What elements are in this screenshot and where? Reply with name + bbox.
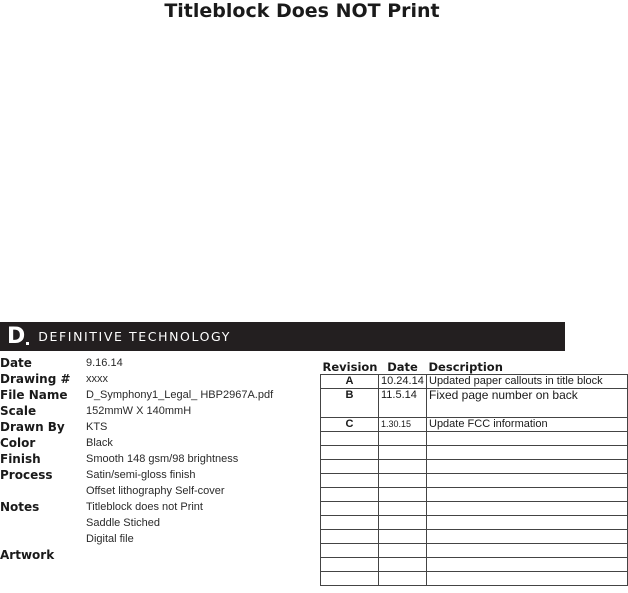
spec-values	[86, 499, 203, 547]
spec-values	[86, 451, 238, 467]
revision-empty-cell	[379, 530, 427, 544]
revision-empty-cell	[379, 544, 427, 558]
revision-empty-cell	[321, 460, 379, 474]
spec-label: Color	[0, 436, 36, 450]
revision-empty-row	[321, 544, 628, 558]
revision-date: 10.24.14	[379, 375, 427, 389]
revision-empty-cell	[427, 432, 628, 446]
revision-empty-cell	[379, 558, 427, 572]
revision-empty-cell	[427, 572, 628, 586]
revision-empty-cell	[321, 544, 379, 558]
revision-empty-cell	[427, 558, 628, 572]
revision-empty-cell	[379, 446, 427, 460]
spec-row	[0, 435, 310, 451]
page-title: Titleblock Does NOT Print	[164, 0, 440, 22]
header-revision: Revision	[322, 360, 378, 374]
revision-empty-cell	[427, 488, 628, 502]
spec-values	[86, 467, 225, 499]
revision-empty-cell	[321, 572, 379, 586]
revision-letter: C	[321, 418, 379, 432]
logo-letter: D	[7, 323, 26, 349]
revision-description: Fixed page number on back	[427, 389, 628, 418]
revision-empty-row	[321, 432, 628, 446]
spec-value: xxxx	[86, 373, 108, 385]
revision-row	[321, 389, 628, 418]
revision-header-row	[321, 360, 628, 375]
spec-values	[86, 371, 108, 387]
spec-value: Black	[86, 437, 113, 449]
spec-row	[0, 499, 310, 547]
spec-label: Drawn By	[0, 420, 65, 434]
spec-value: KTS	[86, 421, 108, 433]
spec-label: File Name	[0, 388, 68, 402]
revision-row	[321, 375, 628, 389]
spec-label: Drawing #	[0, 372, 71, 386]
spec-row	[0, 547, 310, 563]
spec-value: Digital file	[86, 533, 134, 545]
brand-name: DEFINITIVE TECHNOLOGY	[38, 329, 231, 344]
brand-logo	[7, 323, 29, 349]
revision-empty-row	[321, 488, 628, 502]
revision-description: Update FCC information	[427, 418, 628, 432]
revision-empty-row	[321, 502, 628, 516]
revision-empty-cell	[379, 432, 427, 446]
spec-row	[0, 419, 310, 435]
logo-dot	[26, 342, 29, 345]
spec-value: Saddle Stiched	[86, 517, 160, 529]
revision-empty-row	[321, 530, 628, 544]
revision-empty-cell	[321, 558, 379, 572]
spec-values	[86, 403, 191, 419]
revision-description: Updated paper callouts in title block	[427, 375, 628, 389]
revision-empty-cell	[427, 474, 628, 488]
spec-value: 9.16.14	[86, 357, 123, 369]
spec-value: Offset lithography Self-cover	[86, 485, 225, 497]
revision-empty-cell	[379, 502, 427, 516]
revision-empty-cell	[379, 572, 427, 586]
spec-row	[0, 451, 310, 467]
revision-empty-cell	[321, 502, 379, 516]
spec-values	[86, 355, 123, 371]
spec-row	[0, 371, 310, 387]
header-description: Description	[427, 360, 628, 375]
revision-empty-cell	[321, 432, 379, 446]
spec-label: Process	[0, 468, 53, 482]
spec-value: Smooth 148 gsm/98 brightness	[86, 453, 239, 465]
revision-empty-row	[321, 446, 628, 460]
brand-bar	[0, 322, 565, 351]
revision-empty-row	[321, 474, 628, 488]
revision-empty-cell	[427, 460, 628, 474]
revision-date: 11.5.14	[379, 389, 427, 418]
revision-row	[321, 418, 628, 432]
spec-value: Satin/semi-gloss finish	[86, 469, 196, 481]
revision-empty-row	[321, 516, 628, 530]
revision-empty-cell	[321, 488, 379, 502]
spec-row	[0, 467, 310, 499]
spec-value: 152mmW X 140mmH	[86, 405, 192, 417]
spec-row	[0, 387, 310, 403]
spec-label: Scale	[0, 404, 37, 418]
spec-row	[0, 355, 310, 371]
revision-empty-cell	[427, 516, 628, 530]
revision-empty-row	[321, 572, 628, 586]
revision-empty-cell	[379, 474, 427, 488]
revision-table	[320, 360, 628, 586]
revision-empty-cell	[321, 516, 379, 530]
revision-letter: B	[321, 389, 379, 418]
revision-empty-cell	[427, 446, 628, 460]
revision-empty-row	[321, 558, 628, 572]
revision-empty-cell	[321, 474, 379, 488]
revision-empty-cell	[427, 544, 628, 558]
spec-value: Titleblock does not Print	[86, 501, 203, 513]
revision-empty-row	[321, 460, 628, 474]
revision-empty-cell	[321, 530, 379, 544]
spec-value: D_Symphony1_Legal_ HBP2967A.pdf	[86, 389, 274, 401]
spec-list	[0, 355, 310, 563]
spec-label: Artwork	[0, 548, 55, 562]
revision-empty-cell	[379, 488, 427, 502]
revision-empty-cell	[427, 502, 628, 516]
spec-values	[86, 387, 273, 403]
revision-empty-cell	[427, 530, 628, 544]
spec-label: Notes	[0, 500, 40, 514]
revision-empty-cell	[321, 446, 379, 460]
spec-label: Date	[0, 356, 32, 370]
revision-date: 1.30.15	[379, 418, 427, 432]
spec-row	[0, 403, 310, 419]
revision-letter: A	[321, 375, 379, 389]
spec-values	[86, 435, 113, 451]
revision-empty-cell	[379, 460, 427, 474]
revision-empty-cell	[379, 516, 427, 530]
header-date: Date	[379, 360, 427, 375]
spec-label: Finish	[0, 452, 41, 466]
spec-values	[86, 419, 107, 435]
